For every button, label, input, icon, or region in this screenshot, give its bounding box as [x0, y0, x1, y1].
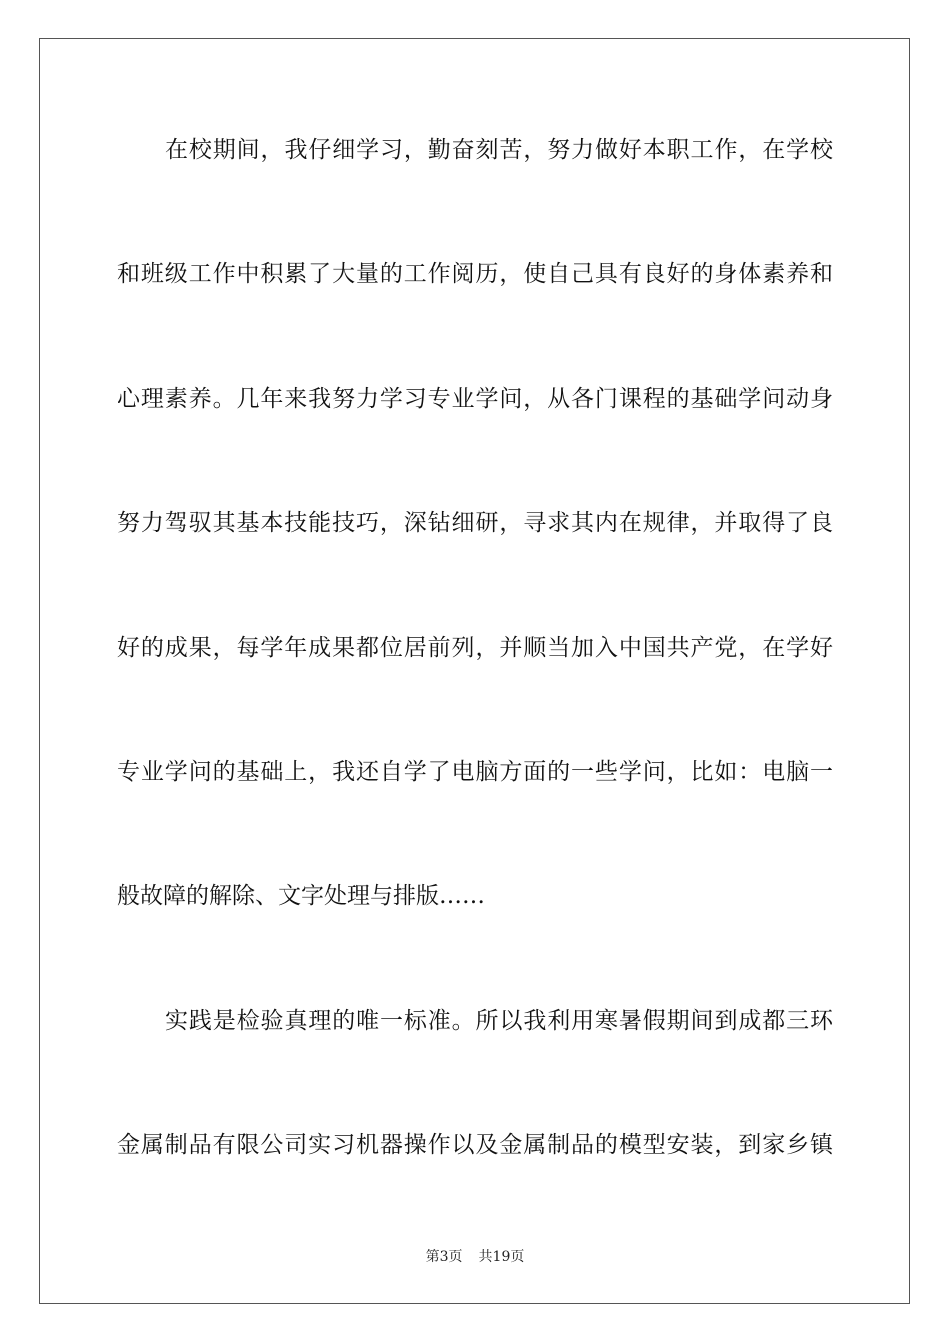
page-number: 第3页 [425, 1249, 463, 1265]
paragraph-line: 和班级工作中积累了大量的工作阅历，使自己具有良好的身体素养和 [117, 261, 833, 287]
paragraph-line: 金属制品有限公司实习机器操作以及金属制品的模型安装，到家乡镇 [117, 1132, 833, 1158]
page-border [39, 38, 910, 1304]
paragraph-line: 努力驾驭其基本技能技巧，深钻细研，寻求其内在规律，并取得了良 [117, 510, 833, 536]
page-footer [0, 1247, 950, 1267]
paragraph-line: 实践是检验真理的唯一标准。所以我利用寒暑假期间到成都三环 [165, 1008, 833, 1034]
page-total: 共19页 [478, 1249, 525, 1265]
paragraph-line: 专业学问的基础上，我还自学了电脑方面的一些学问，比如：电脑一 [117, 759, 833, 785]
paragraph-line: 在校期间，我仔细学习，勤奋刻苦，努力做好本职工作，在学校 [165, 137, 833, 163]
paragraph-line: 心理素养。几年来我努力学习专业学问，从各门课程的基础学问动身 [117, 386, 833, 412]
paragraph-line: 好的成果，每学年成果都位居前列，并顺当加入中国共产党，在学好 [117, 635, 833, 661]
paragraph-line: 般故障的解除、文字处理与排版…… [117, 883, 485, 909]
